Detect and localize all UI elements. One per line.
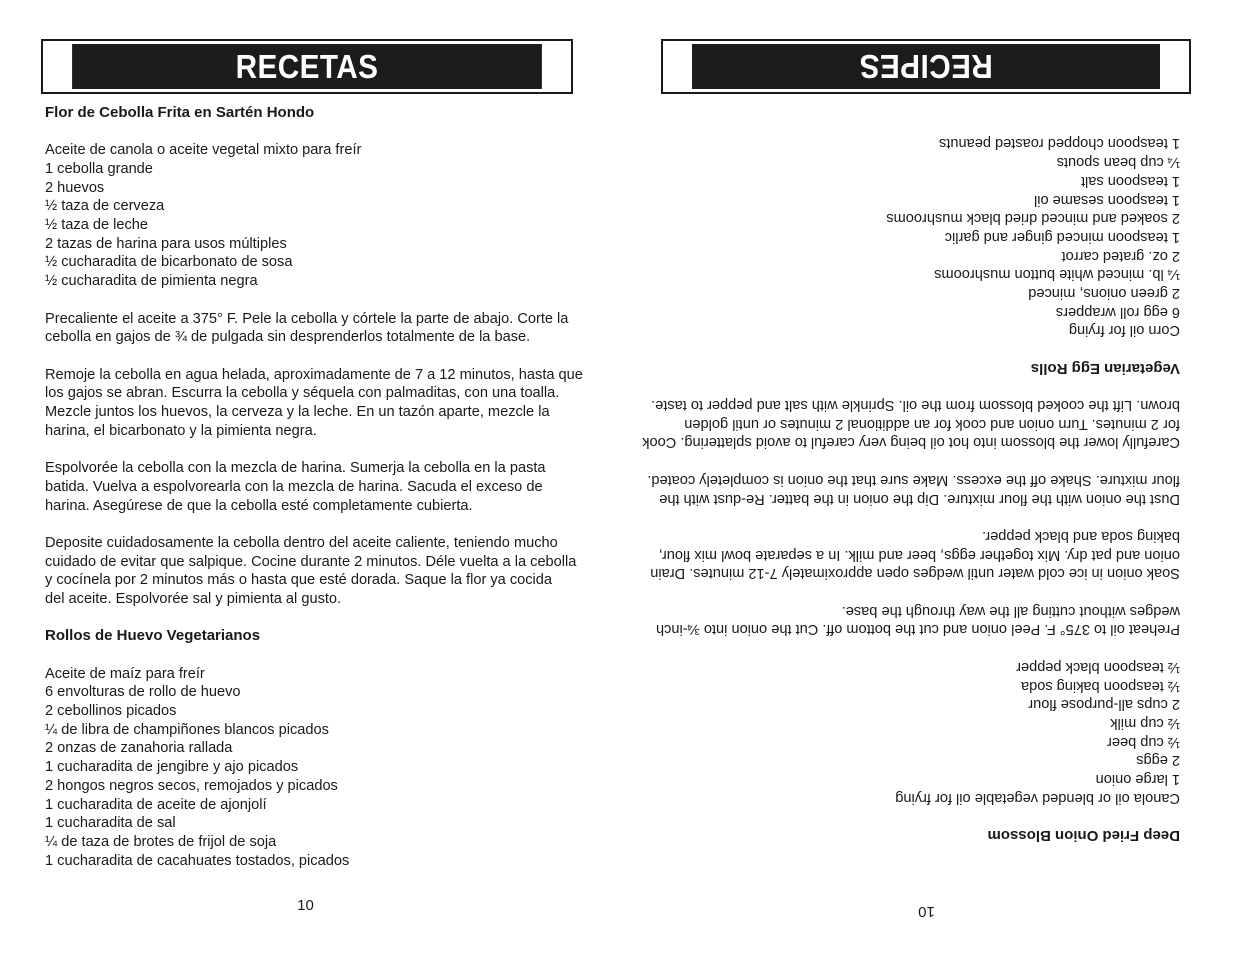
instruction-line: del aceite. Espolvorée sal y pimienta al gusto.: [45, 591, 342, 608]
ingredient-line: 1 large onion: [1095, 771, 1180, 788]
banner-title: RECIPES: [692, 44, 1160, 89]
ingredient-line: ½ teaspoon black pepper: [1016, 659, 1180, 676]
ingredient-line: 6 egg roll wrappers: [1055, 304, 1180, 321]
ingredient-line: 2 oz. grated carrot: [1061, 247, 1180, 264]
instruction-line: cebolla en gajos de ¾ de pulgada sin desprenderlos totalmente de la base.: [45, 329, 531, 346]
ingredient-line: 1 cebolla grande: [45, 160, 153, 177]
instruction-line: Precaliente el aceite a 375° F. Pele la cebolla y córtele la parte de abajo. Corte la: [45, 310, 569, 327]
ingredient-line: 1 teaspoon salt: [1081, 173, 1180, 190]
instruction-line: onion and pat dry. Mix together eggs, beer and milk. In a separate bowl mix flour,: [658, 546, 1180, 563]
instruction-line: Mezcle juntos los huevos, la cerveza y la leche. En un tazón aparte, mezcle la: [45, 404, 550, 421]
ingredient-line: Aceite de canola o aceite vegetal mixto para freír: [45, 142, 362, 159]
english-recipes-content: [642, 134, 1180, 845]
instruction-line: Deposite cuidadosamente la cebolla dentro del aceite caliente, teniendo mucho: [45, 534, 558, 551]
ingredient-line: ¼ de libra de champiñones blancos picados: [45, 721, 329, 738]
ingredient-line: Corn oil for frying: [1068, 322, 1180, 339]
ingredient-line: ½ taza de cerveza: [45, 198, 165, 215]
ingredient-line: 1 teaspoon sesame oil: [1033, 191, 1180, 208]
ingredient-line: ½ taza de leche: [45, 217, 149, 234]
ingredient-line: ¼ cup bean spouts: [1056, 154, 1180, 171]
instruction-line: Carefully lower the blossom into hot oil being very careful to avoid splattering. Cook: [642, 434, 1180, 451]
recipe-title: Rollos de Huevo Vegetarianos: [45, 627, 261, 645]
instruction-line: Preheat oil to 375° F. Peel onion and cut the bottom off. Cut the onion into ¾-inch: [656, 621, 1180, 638]
ingredient-line: 2 onzas de zanahoria rallada: [45, 740, 233, 757]
ingredient-line: ¼ de taza de brotes de frijol de soja: [45, 833, 277, 850]
ingredient-line: 2 tazas de harina para usos múltiples: [45, 235, 287, 252]
instruction-line: Espolvorée la cebolla con la mezcla de harina. Sumerja la cebolla en la pasta: [45, 460, 546, 477]
ingredient-line: 2 eggs: [1136, 752, 1180, 769]
recetas-banner: [41, 39, 573, 94]
instruction-line: for 2 minutes. Turn onion and cook for an additional 2 minutes or until golden: [684, 416, 1180, 433]
ingredient-line: Canola oil or blended vegetable oil for frying: [895, 790, 1180, 807]
ingredient-line: Aceite de maíz para freír: [45, 665, 205, 682]
recipes-banner: [661, 39, 1191, 94]
instruction-line: flour mixture. Shake off the excess. Make sure that the onion is completely coated.: [647, 472, 1180, 489]
instruction-line: Dust the onion with the flour mixture. Dip the onion in the batter. Re-dust with the: [659, 490, 1180, 507]
recipe-title: Deep Fried Onion Blossom: [987, 827, 1180, 845]
page-number: 10: [297, 897, 314, 914]
ingredient-line: 2 cebollinos picados: [45, 703, 177, 720]
ingredient-line: ½ cucharadita de pimienta negra: [45, 273, 258, 290]
ingredient-line: ½ teaspoon baking soda: [1020, 677, 1180, 694]
instruction-line: batida. Vuelva a espolvorearla con la mezcla de harina. Sacuda el exceso de: [45, 478, 543, 495]
instruction-line: baking soda and black pepper.: [982, 528, 1180, 545]
ingredient-line: 1 cucharadita de cacahuates tostados, picados: [45, 852, 350, 869]
instruction-line: los gajos se abran. Escurra la cebolla y séquela con palmaditas, con una toalla.: [45, 385, 560, 402]
recipe-title: Flor de Cebolla Frita en Sartén Hondo: [45, 104, 315, 121]
ingredient-line: ½ cup beer: [1106, 733, 1180, 750]
recipe-title: Vegetarian Egg Rolls: [1030, 359, 1180, 377]
ingredient-line: ½ cup milk: [1110, 715, 1180, 732]
ingredient-line: 2 huevos: [45, 179, 105, 196]
instruction-line: Remoje la cebolla en agua helada, aproximadamente de 7 a 12 minutos, hasta que: [45, 366, 583, 383]
english-page-upside-down: [618, 0, 1235, 954]
ingredient-line: 6 envolturas de rollo de huevo: [45, 684, 241, 701]
ingredient-line: 2 soaked and minced dried black mushrooms: [886, 210, 1180, 227]
instruction-line: brown. Lift the cooked blossom from the oil. Sprinkle with salt and pepper to taste.: [651, 397, 1180, 414]
ingredient-line: 1 cucharadita de sal: [45, 815, 176, 832]
instruction-line: Soak onion in ice cold water until wedges open approximately 7-12 minutes. Drain: [650, 565, 1180, 582]
spanish-page: [0, 0, 617, 954]
ingredient-line: ½ cucharadita de bicarbonato de sosa: [45, 254, 293, 271]
banner-title: RECETAS: [72, 44, 542, 89]
instruction-line: wedges without cutting all the way through the base.: [841, 603, 1180, 620]
ingredient-line: 2 green onions, minced: [1028, 285, 1180, 302]
ingredient-line: 2 hongos negros secos, remojados y picados: [45, 777, 338, 794]
ingredient-line: 1 teaspoon chopped roasted peanuts: [939, 135, 1180, 152]
ingredient-line: 2 cups all-purpose flour: [1028, 696, 1180, 713]
ingredient-line: 1 cucharadita de jengibre y ajo picados: [45, 759, 299, 776]
instruction-line: cuidado de evitar que salpique. Cocine durante 2 minutos. Déle vuelta a la cebolla: [45, 553, 577, 570]
ingredient-line: 1 teaspoon minced ginger and garlic: [944, 229, 1180, 246]
page-number: 10: [918, 903, 935, 920]
spanish-recipes-content: [45, 104, 583, 870]
ingredient-line: ¼ lb. minced white button mushrooms: [934, 266, 1180, 283]
ingredient-line: 1 cucharadita de aceite de ajonjolí: [45, 796, 267, 813]
instruction-line: harina, el bicarbonato y la pimienta negra.: [45, 422, 317, 439]
instruction-line: harina. Asegúrese de que la cebolla esté completamente cubierta.: [45, 497, 473, 514]
instruction-line: y cocínela por 2 minutos más o hasta que esté dorada. Saque la flor ya cocida: [45, 572, 553, 589]
